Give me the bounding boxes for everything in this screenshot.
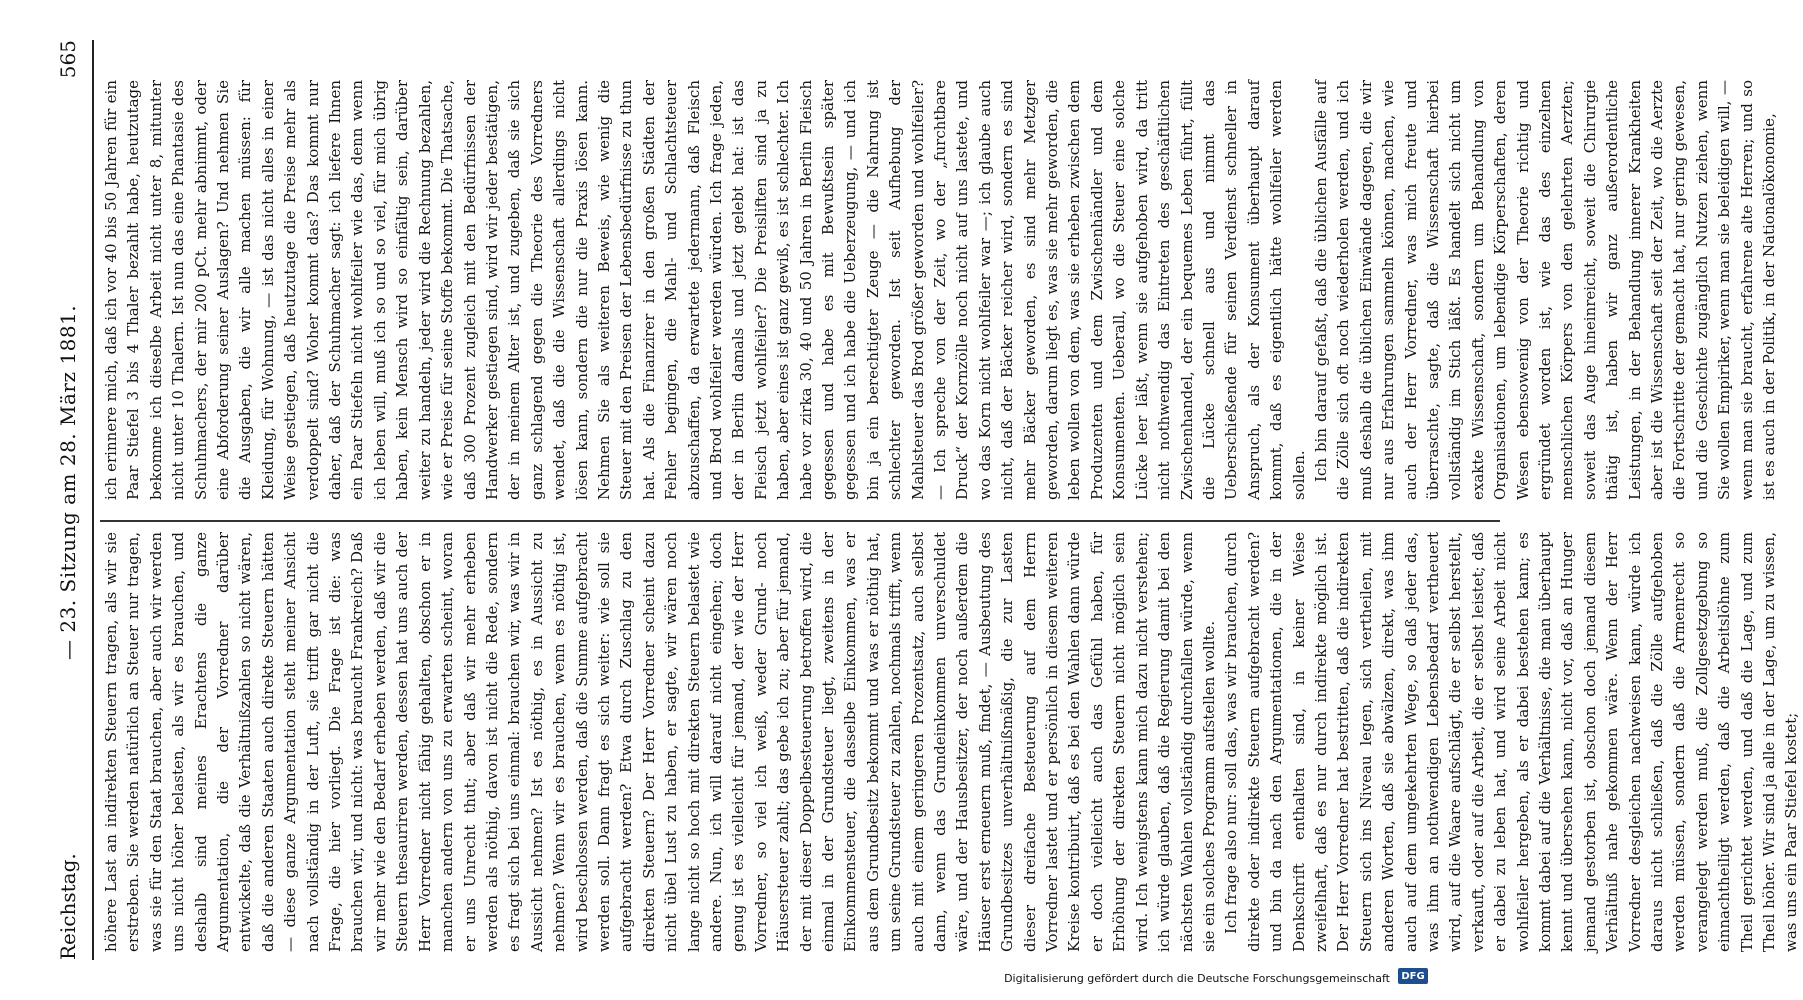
header-rule [92, 40, 94, 960]
header-title: Reichstag. [56, 853, 80, 960]
column-divider [100, 520, 1500, 522]
funding-note-text: Digitalisierung gefördert durch die Deutsche Forschungsgemeinschaft [1004, 972, 1390, 985]
paragraph: ich erinnere mich, daß ich vor 40 bis 50 Jahren für ein Paar Stiefel 3 bis 4 Thaler bezahlt habe, heutzutage bekomme ich dieselbe Arbeit nicht unter 8, mitunter nicht unter 10 Thalern. Ist nun das eine Phantasie des Schuhmachers, der mir 200 pCt. mehr abnimmt, oder eine Abforderung seiner Auslagen? Und nehmen Sie die Ausgaben, die wir alle machen müssen: für Kleidung, für Wohnung, — ist das nicht alles in einer Weise gestiegen, daß heutzutage die Preise mehr als verdoppelt sind? Woher kommt das? Das kommt nur daher, daß der Schuhmacher sagt: ich liefere Ihnen ein Paar Stiefeln nicht wohlfeiler wie das, denn wenn ich leben will, muß ich so und so viel, für mich übrig haben, kein Mensch wird so einfältig sein, darüber weiter zu handeln, jeder wird die Rechnung bezahlen, wie er Preise für seine Stoffe bekommt. Die Thatsache, daß 300 Prozent zugleich mit den Bedürfnissen der Handwerker gestiegen sind, wird wir jeder bestätigen, der in meinem Alter ist, und zugeben, daß sie sich ganz schlagend gegen die Theorie des Vorredners wendet, daß die die Wissenschaft allerdings nicht lösen kann, sondern die nur die Praxis lösen kann. Nehmen Sie als weiteren Beweis, wie wenig die Steuer mit den Preisen der Lebensbedürfnisse zu thun hat. Als die Finanzirer in den großen Städten der Fehler begingen, die Mahl- und Schlachtsteuer abzuschaffen, da erwartete jedermann, daß Fleisch und Brod wohlfeiler werden würden. Ich frage jeden, der in Berlin damals und jetzt gelebt hat: ist das Fleisch jetzt wohlfeiler? Die Preisliften sind ja zu haben, aber eines ist ganz gewiß, es ist schlechter. Ich habe vor zirka 30, 40 und 50 Jahren in Berlin Fleisch gegessen und habe es mit Bewußtsein später gegessen und ich habe die Ueberzeugung, — und ich bin ja ein berechtigter Zeuge — die Nahrung ist schlechter geworden. Ist seit Aufhebung der Mahlsteuer das Brod größer geworden und wohlfeiler? — Ich spreche von der Zeit, wo der „furchtbare Druck“ der Kornzölle noch nicht auf uns lastete, und wo das Korn nicht wohlfeiler war —; ich glaube auch nicht, daß der Bäcker reicher wird, sondern es sind mehr Bäcker geworden, es sind mehr Metzger geworden, darum liegt es, was sie mehr geworden, die leben wollen von dem, was sie erheben zwischen dem Produzenten und dem Zwischenhändler und dem Konsumenten. Ueberall, wo die Steuer eine solche Lücke leer läßt, wenn sie aufgehoben wird, da tritt nicht nothwendig das Eintreten des geschäftlichen Zwischenhandel, der ein bequemes Leben führt, füllt die Lücke schnell aus und nimmt das Ueberschießende für seinen Verdienst schneller in Anspruch, als der Konsument überhaupt darauf kommt, daß es eigentlich hätte wohlfeiler werden sollen. [102, 80, 1308, 500]
right-column [100, 80, 1779, 500]
header-session: — 23. Sitzung am 28. März 1881. [56, 304, 80, 660]
paragraph: höhere Last an indirekten Steuern tragen, als wir sie erstreben. Sie werden natürlich an Steuer nur tragen, was sie für den Staat brauchen, aber auch wir werden uns nicht höher belasten, als wir es brauchen, und deshalb sind meines Erachtens die ganze Argumentation, die der Vorredner darüber entwickelte, daß die Verhältnißzahlen so nicht wären, daß die anderen Staaten auch direkte Steuern hätten — diese ganze Argumentation steht meiner Ansicht nach vollständig in der Luft, sie trifft gar nicht die Frage, die hier vorliegt. Die Frage ist die: was brauchen wir, und nicht: was braucht Frankreich? Daß wir mehr wie den Bedarf erheben werden, daß wir die Steuern thesauriren werden, dessen hat uns auch der Herr Vorredner nicht fähig gehalten, obschon er in manchen andern von uns zu erwarten scheint, woran er uns Unrecht thut; aber daß wir mehr erheben werden als nöthig, davon ist nicht die Rede, sondern es fragt sich bei uns einmal: brauchen wir, was wir in Aussicht nehmen? Ist es nöthig, es in Aussicht zu nehmen? Wenn wir es brauchen, wenn es nöthig ist, wird beschlossen werden, daß die Summe aufgebracht werden soll. Dann fragt es sich weiter: wie soll sie aufgebracht werden? Etwa durch Zuschlag zu den direkten Steuern? Der Herr Vorredner scheint dazu nicht übel Lust zu haben, er sagte, wir wären noch lange nicht so hoch mit direkten Steuern belastet wie andere. Nun, ich will darauf nicht eingehen; doch genug ist es vielleicht für jemand, der wie der Herr Vorredner, so viel ich weiß, weder Grund- noch Häusersteuer zahlt; das gebe ich zu; aber für jemand, der mit dieser Doppelbesteuerung betroffen wird, die einmal in der Grundsteuer liegt, zweitens in der Einkommensteuer, die dasselbe Einkommen, was er aus dem Grundbesitz bekommt und was er nöthig hat, um seine Grundsteuer zu zahlen, nochmals trifft, wenn auch mit einem geringeren Prozentsatz, auch selbst dann, wenn das Grundeinkommen unverschuldet wäre, und der Hausbesitzer, der noch außerdem die Häuser erst erneuern muß, findet, — Ausbeutung des Grundbesitzes unverhältnißmäßig, die zur Lasten dieser dreifache Besteuerung auf dem Herrn Vorredner lastet und er persönlich in diesem weiteren Kreise kontribuirt, daß es bei den Wahlen dann würde er doch vielleicht auch das Gefühl haben, für Erhöhung der direkten Steuern nicht möglich sein wird. Ich wenigstens kann mich dazu nicht verstehen; ich würde glauben, daß die Regierung damit bei den nächsten Wahlen vollständig durchfallen würde, wenn sie ein solches Programm aufstellen wollte. [102, 532, 1218, 952]
left-column [100, 532, 1801, 952]
paragraph: Ich bin darauf gefaßt, daß die üblichen Ausfälle auf die Zölle sich oft noch wiederholen werden, und ich muß deshalb die üblichen Einwände dagegen, die wir nur aus Erfahrungen sammeln können, machen, wie auch der Herr Vorredner, was mich freute und überraschte, sagte, daß die Wissenschaft hierbei vollständig im Stich läßt. Es handelt sich nicht um exakte Wissenschaft, sondern um Behandlung von Organisationen, um lebendige Körperschaften, deren Wesen ebensowenig von der Theorie richtig und ergründet worden ist, wie das des einzelnen menschlichen Körpers von den gelehrten Aerzten; soweit das Auge hineinreicht, soweit die Chirurgie thätig ist, haben wir ganz außerordentliche Leistungen, in der Behandlung innerer Krankheiten aber ist die Wissenschaft seit der Zeit, wo die Aerzte die Fortschritte der gemacht hat, nur gering gewesen, und die Geschichte zugänglich Nutzen ziehen, wenn Sie wollen Empiriker, wenn man sie beleidigen will, — wenn man sie braucht, erfahrene alte Herren; und so ist es auch in der Politik, in der Nationalökonomie, [1311, 80, 1779, 500]
page-number: 565 [56, 40, 80, 79]
digitization-note [982, 960, 1432, 1000]
dfg-logo: DFG [1398, 968, 1428, 984]
page-header [50, 40, 86, 960]
paragraph: Ich frage also nur: soll das, was wir brauchen, durch direkte oder indirekte Steuern aufgebracht werden? und bin da nach den Argumentationen, die in der Denkschrift enthalten sind, in keiner Weise zweifelhaft, daß es nur durch indirekte möglich ist. Der Herr Vorredner hat bestritten, daß die indirekten Steuern sich ins Niveau legen, sich vertheilen, mit anderen Worten, daß sie abwälzen, direkt, was ihm auch auf dem umgekehrten Wege, so daß jeder das, was ihm an nothwendigen Lebensbedarf vertheuert wird, auf die Waare aufschlägt, die er selbst herstellt, verkauft, oder auf die Arbeit, die er selbst leistet; daß er dabei zu leben hat, und wird seine Arbeit nicht wohlfeiler hergeben, als er dabei bestehen kann; es kommt dabei auf die Verhältnisse, die man überhaupt kennt und übersehen kann, nicht vor, daß an Hunger jemand gestorben ist, obschon doch jemand diesem Verhältniß nahe gekommen wäre. Wenn der Herr Vorredner desgleichen nachweisen kann, würde ich daraus nicht schließen, daß die Zölle aufgehoben werden müssen, sondern daß die Armenrecht so verangelegt werden muß, die Zollgesetzgebung so einnachtheiligt werden, daß die Arbeitslöhne zum Theil gerichtet werden, und daß die Lage, und zum Theil höher. Wir sind ja alle in der Lage, um zu wissen, was uns ein Paar Stiefel kostet; [1222, 532, 1801, 952]
